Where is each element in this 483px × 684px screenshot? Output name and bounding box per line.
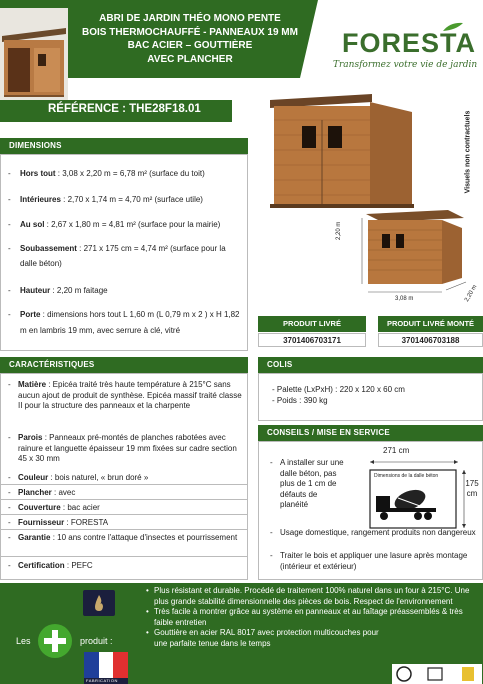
colis-line: - Poids : 390 kg: [272, 396, 328, 405]
logo-name: FORESTA: [342, 28, 476, 58]
char-item: - Garantie : 10 ans contre l'attaque d'insectes et pourrissement: [8, 533, 238, 542]
char-value: : PEFC: [64, 561, 93, 570]
conseil-item: - Usage domestique, rangement produits non dangereux: [270, 528, 476, 537]
conseil-item: - Traiter le bois et appliquer une lasure après montage (intérieur et extérieur): [270, 551, 468, 571]
dim-label: Hauteur: [20, 286, 51, 295]
dim-label: Hors tout: [20, 169, 56, 178]
char-value: : avec: [51, 488, 76, 497]
leaf-icon: [442, 22, 464, 32]
title-line: ABRI DE JARDIN THÉO MONO PENTE: [99, 13, 281, 24]
char-label: Couverture: [18, 503, 61, 512]
footer-les: Les: [16, 636, 31, 646]
dim-value: : dimensions hors tout L 1,60 m (L 0,79 m x 2 ) x H 1,82 m en lambris 19 mm, avec serrure à clé, vitré: [20, 310, 240, 335]
divider: [0, 514, 248, 515]
flame-icon: [83, 590, 115, 616]
side-note-text: Visuels non contractuels: [464, 110, 472, 194]
char-label: Couleur: [18, 473, 49, 482]
product-assembled-code: 3701406703188: [378, 333, 483, 347]
dim-value: : 271 x 175 cm = 4,74 m² (surface pour la dalle béton): [20, 244, 226, 268]
slab-width-label: 271 cm: [383, 446, 410, 455]
dim-item: - Hauteur : 2,20 m faitage: [8, 286, 108, 295]
product-assembled-label: PRODUIT LIVRÉ MONTÉ: [386, 319, 475, 328]
divider: [0, 484, 248, 485]
dim-value: : 2,70 x 1,74 m = 4,70 m² (surface utile): [60, 195, 203, 204]
char-item: - Couleur : bois naturel, « brun doré »: [8, 473, 149, 482]
dim-item: - Au sol : 2,67 x 1,80 m = 4,81 m² (surface pour la mairie): [8, 220, 221, 229]
conseil-text: Traiter le bois et appliquer une lasure après montage (intérieur et extérieur): [280, 551, 468, 571]
divider: [0, 499, 248, 500]
title-line: AVEC PLANCHER: [147, 53, 233, 65]
recycling-logos: [392, 664, 482, 684]
product-delivered-bar: [258, 316, 366, 332]
product-assembled-bar: [378, 316, 483, 332]
colis-line: - Palette (LxPxH) : 220 x 120 x 60 cm: [272, 385, 405, 394]
slab-diagram: [362, 458, 482, 538]
char-label: Garantie: [18, 533, 51, 542]
recycle-icon: [392, 664, 482, 684]
dim-label: Au sol: [20, 220, 45, 229]
title-line: BOIS THERMOCHAUFFÉ - PANNEAUX 19 MM: [82, 26, 298, 38]
dim-item: - Soubassement : 271 x 175 cm = 4,74 m² (surface pour la dalle béton): [8, 244, 226, 268]
shed-drawing: [340, 206, 482, 310]
dimensions-heading: DIMENSIONS: [0, 138, 248, 154]
conseil-item: - A installer sur une dalle béton, pas plus de 1 cm de défauts de planéité: [270, 458, 344, 509]
slab-height-label: [465, 479, 479, 499]
product-title: [70, 12, 310, 66]
shed-photo-small: [0, 8, 68, 100]
advantage-text: Très facile à montrer grâce au système en panneaux et au faîtage préassemblés & très faible entretien: [154, 607, 463, 627]
char-item: - Certification : PEFC: [8, 561, 93, 570]
dim-value: : 2,67 x 1,80 m = 4,81 m² (surface pour la mairie): [44, 220, 221, 229]
divider: [0, 529, 248, 530]
advantage-item: • Plus résistant et durable. Procédé de traitement 100% naturel dans un four à 215°C. Une plus grande stabilité dimensionnelle des pièces de bois. Respect de l'environnement: [146, 586, 470, 606]
product-delivered-code: 3701406703171: [258, 333, 366, 347]
char-item: - Plancher : avec: [8, 488, 76, 497]
side-note: [460, 92, 476, 212]
product-delivered-label: PRODUIT LIVRÉ: [283, 319, 341, 328]
char-item: - Parois : Panneaux pré-montés de planches rabotées avec rainure et languette épaisseur 19 mm fixées sur cadre section 45 x 30 mm: [8, 433, 237, 463]
dim-value: : 2,20 m faitage: [50, 286, 108, 295]
char-label: Certification: [18, 561, 65, 570]
dim-item: - Porte : dimensions hors tout L 1,60 m (L 0,79 m x 2 ) x H 1,82 m en lambris 19 mm, avec serrure à clé, vitré: [8, 310, 240, 335]
footer-produit: produit :: [80, 636, 113, 646]
slab-caption: Dimensions de la dalle béton: [374, 473, 439, 479]
char-label: Matière: [18, 380, 47, 389]
char-item: - Fournisseur : FORESTA: [8, 518, 109, 527]
char-value: : bois naturel, « brun doré »: [48, 473, 149, 482]
divider: [0, 556, 248, 557]
dim-value: : 3,08 x 2,20 m = 6,78 m² (surface du toit): [55, 169, 205, 178]
conseil-text: Usage domestique, rangement produits non dangereux: [280, 528, 476, 537]
char-value: : bac acier: [60, 503, 100, 512]
dim-label: Soubassement: [20, 244, 77, 253]
dim-label: Porte: [20, 310, 41, 319]
char-value: : Panneaux pré-montés de planches rabotées avec rainure et languette épaisseur 19 mm fixées sur cadre section 45 x 30 mm: [18, 433, 237, 463]
char-label: Fournisseur: [18, 518, 65, 527]
advantage-item: • Gouttière en acier RAL 8017 avec protection multicouches pour une parfaite tenue dans le temps: [146, 628, 379, 648]
reference-bar: [0, 100, 232, 122]
char-label: Parois: [18, 433, 43, 442]
char-item: - Matière : Epicéa traité très haute température à 215°C sans aucun ajout de produit de synthèse. Epicéa massif traité classe II pour la structure des panneaux et la charpente: [8, 380, 242, 410]
char-value: : Epicéa traité très haute température à 215°C sans aucun ajout de produit de synthèse. Epicéa massif traité classe II pour la structure des panneaux et la charpente: [18, 380, 242, 410]
characteristics-heading: CARACTÉRISTIQUES: [0, 357, 248, 373]
flag-caption: FABRICATION: [86, 678, 118, 683]
drawing-depth-label: 2,20 m: [464, 284, 479, 303]
thermo-treatment-badge: [83, 590, 115, 616]
dim-item: - Intérieures : 2,70 x 1,74 m = 4,70 m² (surface utile): [8, 195, 203, 204]
char-value: : 10 ans contre l'attaque d'insectes et pourrissement: [50, 533, 238, 542]
drawing-width-label: 3,08 m: [395, 296, 414, 302]
foresta-logo: [330, 20, 478, 80]
shed-photo: [262, 90, 442, 210]
advantage-item: • Très facile à montrer grâce au système en panneaux et au faîtage préassemblés & très faible entretien: [146, 607, 463, 627]
title-line: BAC ACIER – GOUTTIÈRE: [127, 40, 253, 51]
plus-icon: [38, 624, 72, 658]
drawing-height-label: 2,20 m: [336, 221, 342, 240]
conseil-text: A installer sur une dalle béton, pas plus de 1 cm de défauts de planéité: [280, 458, 344, 509]
colis-heading: COLIS: [258, 357, 483, 373]
dim-label: Intérieures: [20, 195, 61, 204]
char-value: : FORESTA: [64, 518, 109, 527]
advantage-text: Gouttière en acier RAL 8017 avec protection multicouches pour une parfaite tenue dans le temps: [154, 628, 379, 648]
advantage-text: Plus résistant et durable. Procédé de traitement 100% naturel dans un four à 215°C. Une plus grande stabilité dimensionnelle des pièces de bois. Respect de l'environnement: [154, 586, 470, 606]
char-label: Plancher: [18, 488, 52, 497]
footer-advantages: [146, 586, 480, 650]
dim-item: - Hors tout : 3,08 x 2,20 m = 6,78 m² (surface du toit): [8, 169, 205, 178]
slab-height-value: 175 cm: [465, 479, 479, 498]
reference-text: RÉFÉRENCE : THE28F18.01: [48, 103, 201, 115]
char-item: - Couverture : bac acier: [8, 503, 100, 512]
conseils-heading: CONSEILS / MISE EN SERVICE: [258, 425, 483, 441]
logo-tagline: Transformez votre vie de jardin: [333, 60, 478, 70]
